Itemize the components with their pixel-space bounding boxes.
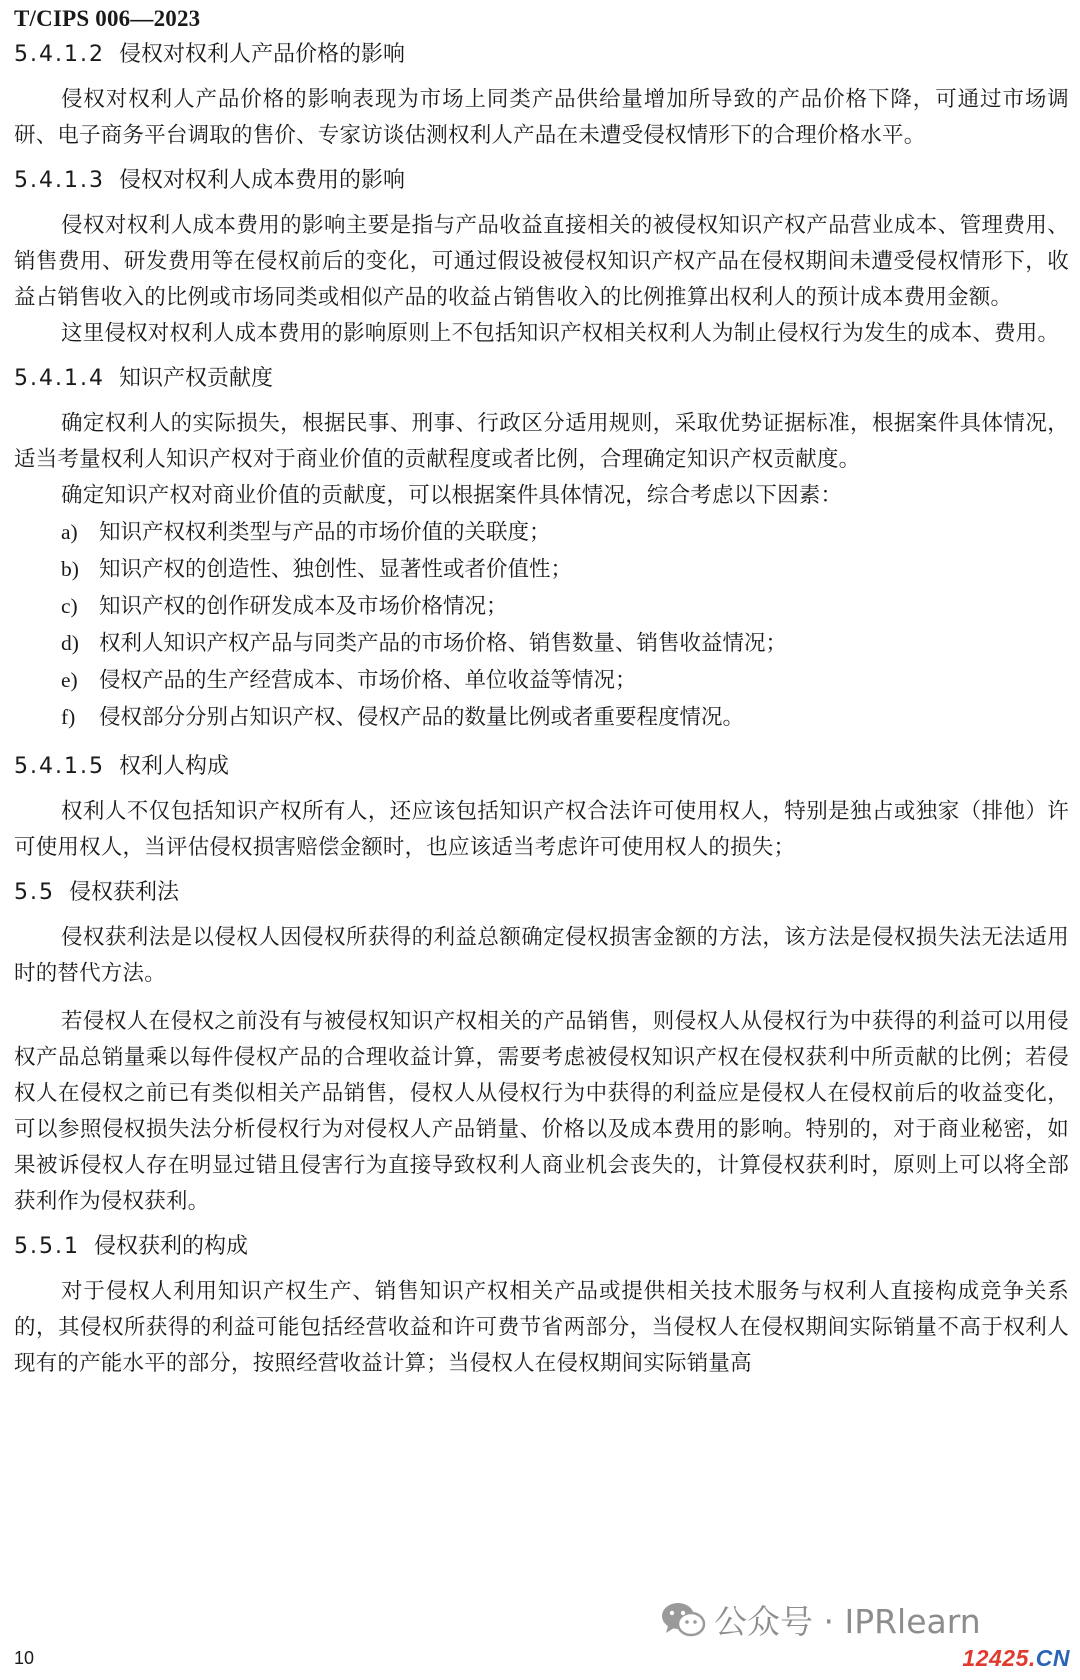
section-number: 5.4.1.3 (14, 168, 105, 193)
page-number: 10 (14, 1648, 35, 1668)
section-title: 权利人构成 (118, 754, 229, 779)
section-title: 侵权对权利人产品价格的影响 (118, 42, 405, 67)
wechat-watermark (660, 1596, 981, 1644)
site-logo-digits: 12425 (962, 1645, 1029, 1671)
factor-list (14, 514, 1069, 736)
list-item (14, 699, 1069, 736)
section-title: 侵权获利的构成 (93, 1234, 248, 1259)
paragraph: 侵权获利法是以侵权人因侵权所获得的利益总额确定侵权损害金额的方法，该方法是侵权损失法无法适用时的替代方法。 (14, 925, 1069, 986)
section-number: 5.5.1 (14, 1234, 80, 1259)
paragraph: 若侵权人在侵权之前没有与被侵权知识产权相关的产品销售，则侵权人从侵权行为中获得的利益可以用侵权产品总销量乘以每件侵权产品的合理收益计算，需要考虑被侵权知识产权在侵权获利中所贡献的比例；若侵权人在侵权之前已有类似相关产品销售，侵权人从侵权行为中获得的利益应是侵权人在侵权前后的收益变化，可以参照侵权损失法分析侵权行为对侵权人产品销量、价格以及成本费用的影响。特别的，对于商业秘密，如果被诉侵权人存在明显过错且侵害行为直接导致权利人商业机会丧失的，计算侵权获利时，原则上可以将全部获利作为侵权获利。 (14, 1009, 1069, 1214)
site-logo (962, 1645, 1070, 1672)
list-marker: f) (61, 705, 76, 729)
section-heading-5-4-1-3 (14, 166, 1069, 196)
list-item-text: 侵权部分分别占知识产权、侵权产品的数量比例或者重要程度情况。 (99, 705, 745, 730)
list-item (14, 514, 1069, 551)
list-item-text: 知识产权的创作研发成本及市场价格情况； (99, 594, 508, 619)
section-number: 5.4.1.2 (14, 42, 105, 67)
list-marker: e) (61, 668, 78, 692)
list-item (14, 588, 1069, 625)
paragraph: 确定权利人的实际损失，根据民事、刑事、行政区分适用规则，采取优势证据标准，根据案件具体情况，适当考量权利人知识产权对于商业价值的贡献程度或者比例，合理确定知识产权贡献度。 (14, 411, 1069, 472)
document-body (14, 38, 1069, 1382)
list-item (14, 625, 1069, 662)
paragraph: 这里侵权对权利人成本费用的影响原则上不包括知识产权相关权利人为制止侵权行为发生的成本、费用。 (61, 321, 1060, 346)
section-heading-5-5-1 (14, 1232, 1069, 1262)
list-marker: d) (61, 631, 79, 655)
list-item (14, 551, 1069, 588)
paragraph: 对于侵权人利用知识产权生产、销售知识产权相关产品或提供相关技术服务与权利人直接构成竞争关系的，其侵权所获得的利益可能包括经营收益和许可费节省两部分，当侵权人在侵权期间实际销量不高于权利人现有的产能水平的部分，按照经营收益计算；当侵权人在侵权期间实际销量高 (14, 1279, 1069, 1376)
section-title: 侵权获利法 (69, 880, 180, 905)
document-code: T/CIPS 006—2023 (14, 6, 201, 31)
paragraph: 侵权对权利人成本费用的影响主要是指与产品收益直接相关的被侵权知识产权产品营业成本、管理费用、销售费用、研发费用等在侵权前后的变化，可通过假设被侵权知识产权产品在侵权期间未遭受侵权情形下，收益占销售收入的比例或市场同类或相似产品的收益占销售收入的比例推算出权利人的预计成本费用金额。 (14, 213, 1069, 310)
section-heading-5-4-1-2 (14, 40, 1069, 70)
list-marker: c) (61, 594, 78, 618)
list-marker: b) (61, 557, 79, 581)
section-heading-5-4-1-4 (14, 364, 1069, 394)
section-heading-5-4-1-5 (14, 752, 1069, 782)
site-logo-dot: . (1028, 1645, 1036, 1671)
section-number: 5.5 (14, 880, 55, 905)
section-title: 知识产权贡献度 (118, 366, 273, 391)
list-item-text: 侵权产品的生产经营成本、市场价格、单位收益等情况； (99, 668, 637, 693)
paragraph: 权利人不仅包括知识产权所有人，还应该包括知识产权合法许可使用权人，特别是独占或独家（排他）许可使用权人，当评估侵权损害赔偿金额时，也应该适当考虑许可使用权人的损失； (14, 799, 1069, 860)
paragraph: 侵权对权利人产品价格的影响表现为市场上同类产品供给量增加所导致的产品价格下降，可通过市场调研、电子商务平台调取的售价、专家访谈估测权利人产品在未遭受侵权情形下的合理价格水平。 (14, 87, 1069, 148)
paragraph: 确定知识产权对商业价值的贡献度，可以根据案件具体情况，综合考虑以下因素： (61, 483, 843, 508)
list-item (14, 662, 1069, 699)
list-item-text: 知识产权的创造性、独创性、显著性或者价值性； (99, 557, 573, 582)
list-item-text: 权利人知识产权产品与同类产品的市场价格、销售数量、销售收益情况； (99, 631, 788, 656)
section-number: 5.4.1.4 (14, 366, 105, 391)
watermark-text: 公众号 · IPRlearn (714, 1602, 981, 1641)
list-marker: a) (61, 520, 78, 544)
section-number: 5.4.1.5 (14, 754, 105, 779)
list-item-text: 知识产权权利类型与产品的市场价值的关联度； (99, 520, 551, 545)
section-heading-5-5 (14, 878, 1069, 908)
section-title: 侵权对权利人成本费用的影响 (118, 168, 405, 193)
wechat-icon (660, 1600, 706, 1640)
site-logo-tld: CN (1035, 1645, 1070, 1671)
